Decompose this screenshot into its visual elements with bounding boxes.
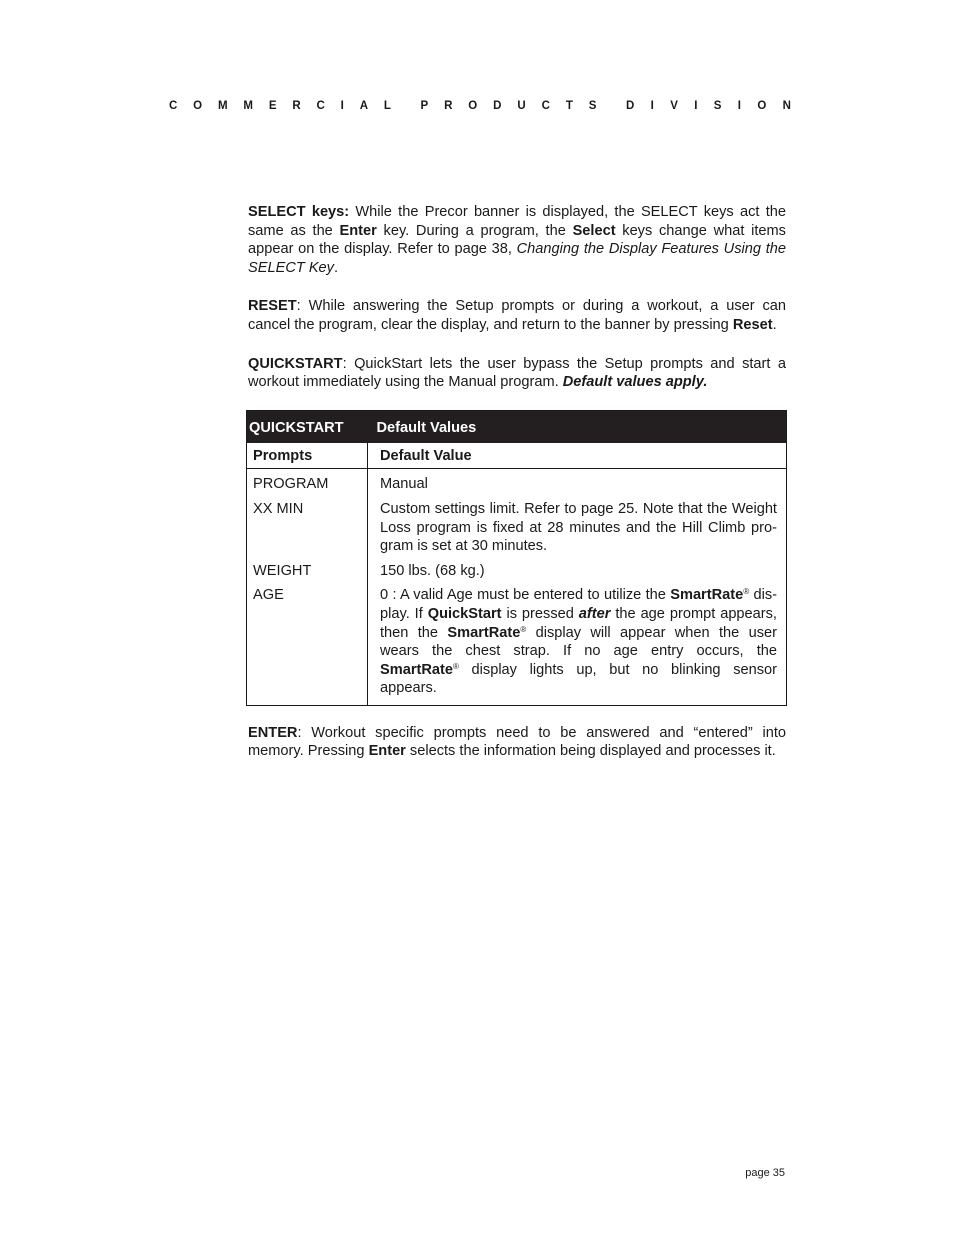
enter-paragraph: ENTER: Workout specific prompts need to be answered and “entered” into memory. Pressing Enter selects the information being displayed and processes it.	[248, 724, 786, 760]
header-letter: R	[292, 100, 301, 112]
reset-label: RESET	[248, 298, 297, 315]
default-values-note: Default values apply.	[562, 374, 708, 391]
prompt-cell: PROGRAM	[247, 469, 368, 500]
header-letter: P	[420, 100, 429, 112]
prompt-cell: WEIGHT	[247, 562, 368, 587]
page-number: page 35	[745, 1167, 785, 1179]
header-letter: O	[468, 100, 478, 112]
value-cell: Manual	[380, 476, 428, 493]
table-row	[247, 586, 787, 705]
quickstart-paragraph: QUICKSTART: QuickStart lets the user bypass the Setup prompts and start a workout immediately using the Manual program. Default values apply.	[248, 355, 786, 391]
prompt-cell: AGE	[247, 586, 368, 705]
column-header-default-value: Default Value	[368, 443, 787, 469]
cross-reference: Changing the Display Features Using the SELECT Key	[248, 241, 786, 276]
table-subheader-row	[247, 443, 787, 469]
column-header-prompts: Prompts	[247, 443, 368, 469]
header-letter: S	[588, 100, 597, 112]
header-letter: D	[493, 100, 502, 112]
header-letter: M	[217, 100, 228, 112]
header-word-products	[421, 100, 597, 112]
division-header	[169, 100, 791, 112]
quickstart-defaults-table	[246, 410, 787, 706]
header-letter: S	[713, 100, 722, 112]
header-letter: O	[757, 100, 767, 112]
value-cell: Custom settings limit. Refer to page 25. Note that the Weight Loss program is fixed at 28 minutes and the Hill Climb pro-gram is set at 30 minutes.	[380, 500, 777, 555]
header-word-commercial	[169, 100, 391, 112]
select-keys-label: SELECT keys:	[248, 204, 350, 220]
header-letter: I	[650, 100, 654, 112]
quickstart-label: QUICKSTART	[248, 355, 343, 372]
header-letter: C	[169, 100, 178, 112]
header-word-division	[626, 100, 791, 112]
header-letter: R	[444, 100, 453, 112]
header-letter: N	[782, 100, 791, 112]
table-header-row	[247, 410, 787, 443]
header-letter: L	[383, 100, 391, 112]
header-letter: U	[517, 100, 526, 112]
header-letter: T	[565, 100, 573, 112]
reset-paragraph: RESET: While answering the Setup prompts or during a workout, a user can cancel the program, clear the display, and return to the banner by pressing Reset.	[248, 298, 786, 333]
value-cell: 0 : A valid Age must be entered to utilize the SmartRate® dis-play. If QuickStart is pressed after the age prompt appears, then the SmartRate® display will appear when the user wears the chest strap. If no age entry occurs, the SmartRate® display lights up, but no blinking sensor appears.	[380, 587, 777, 697]
main-content	[248, 203, 786, 781]
table-row	[247, 500, 787, 562]
prompt-cell: XX MIN	[247, 500, 368, 562]
value-cell: 150 lbs. (68 kg.)	[380, 562, 485, 579]
select-keys-paragraph: SELECT keys: While the Precor banner is displayed, the SELECT keys act the same as the Enter key. During a program, the Select keys change what items appear on the display. Refer to page 38, Changing the Display Features Using the SELECT Key.	[248, 204, 786, 276]
table-row	[247, 469, 787, 500]
header-letter: C	[316, 100, 325, 112]
header-letter: M	[243, 100, 253, 112]
header-letter: I	[340, 100, 344, 112]
header-letter: A	[359, 100, 369, 112]
table-header-quickstart: QUICKSTART	[247, 410, 368, 443]
header-letter: I	[737, 100, 741, 112]
enter-label: ENTER	[248, 724, 298, 741]
header-letter: V	[670, 100, 678, 112]
header-letter: E	[268, 100, 277, 112]
header-letter: D	[626, 100, 635, 112]
header-letter: I	[694, 100, 698, 112]
header-letter: O	[193, 100, 203, 112]
header-letter: C	[541, 100, 550, 112]
table-header-default-values: Default Values	[368, 410, 787, 443]
table-row	[247, 562, 787, 587]
